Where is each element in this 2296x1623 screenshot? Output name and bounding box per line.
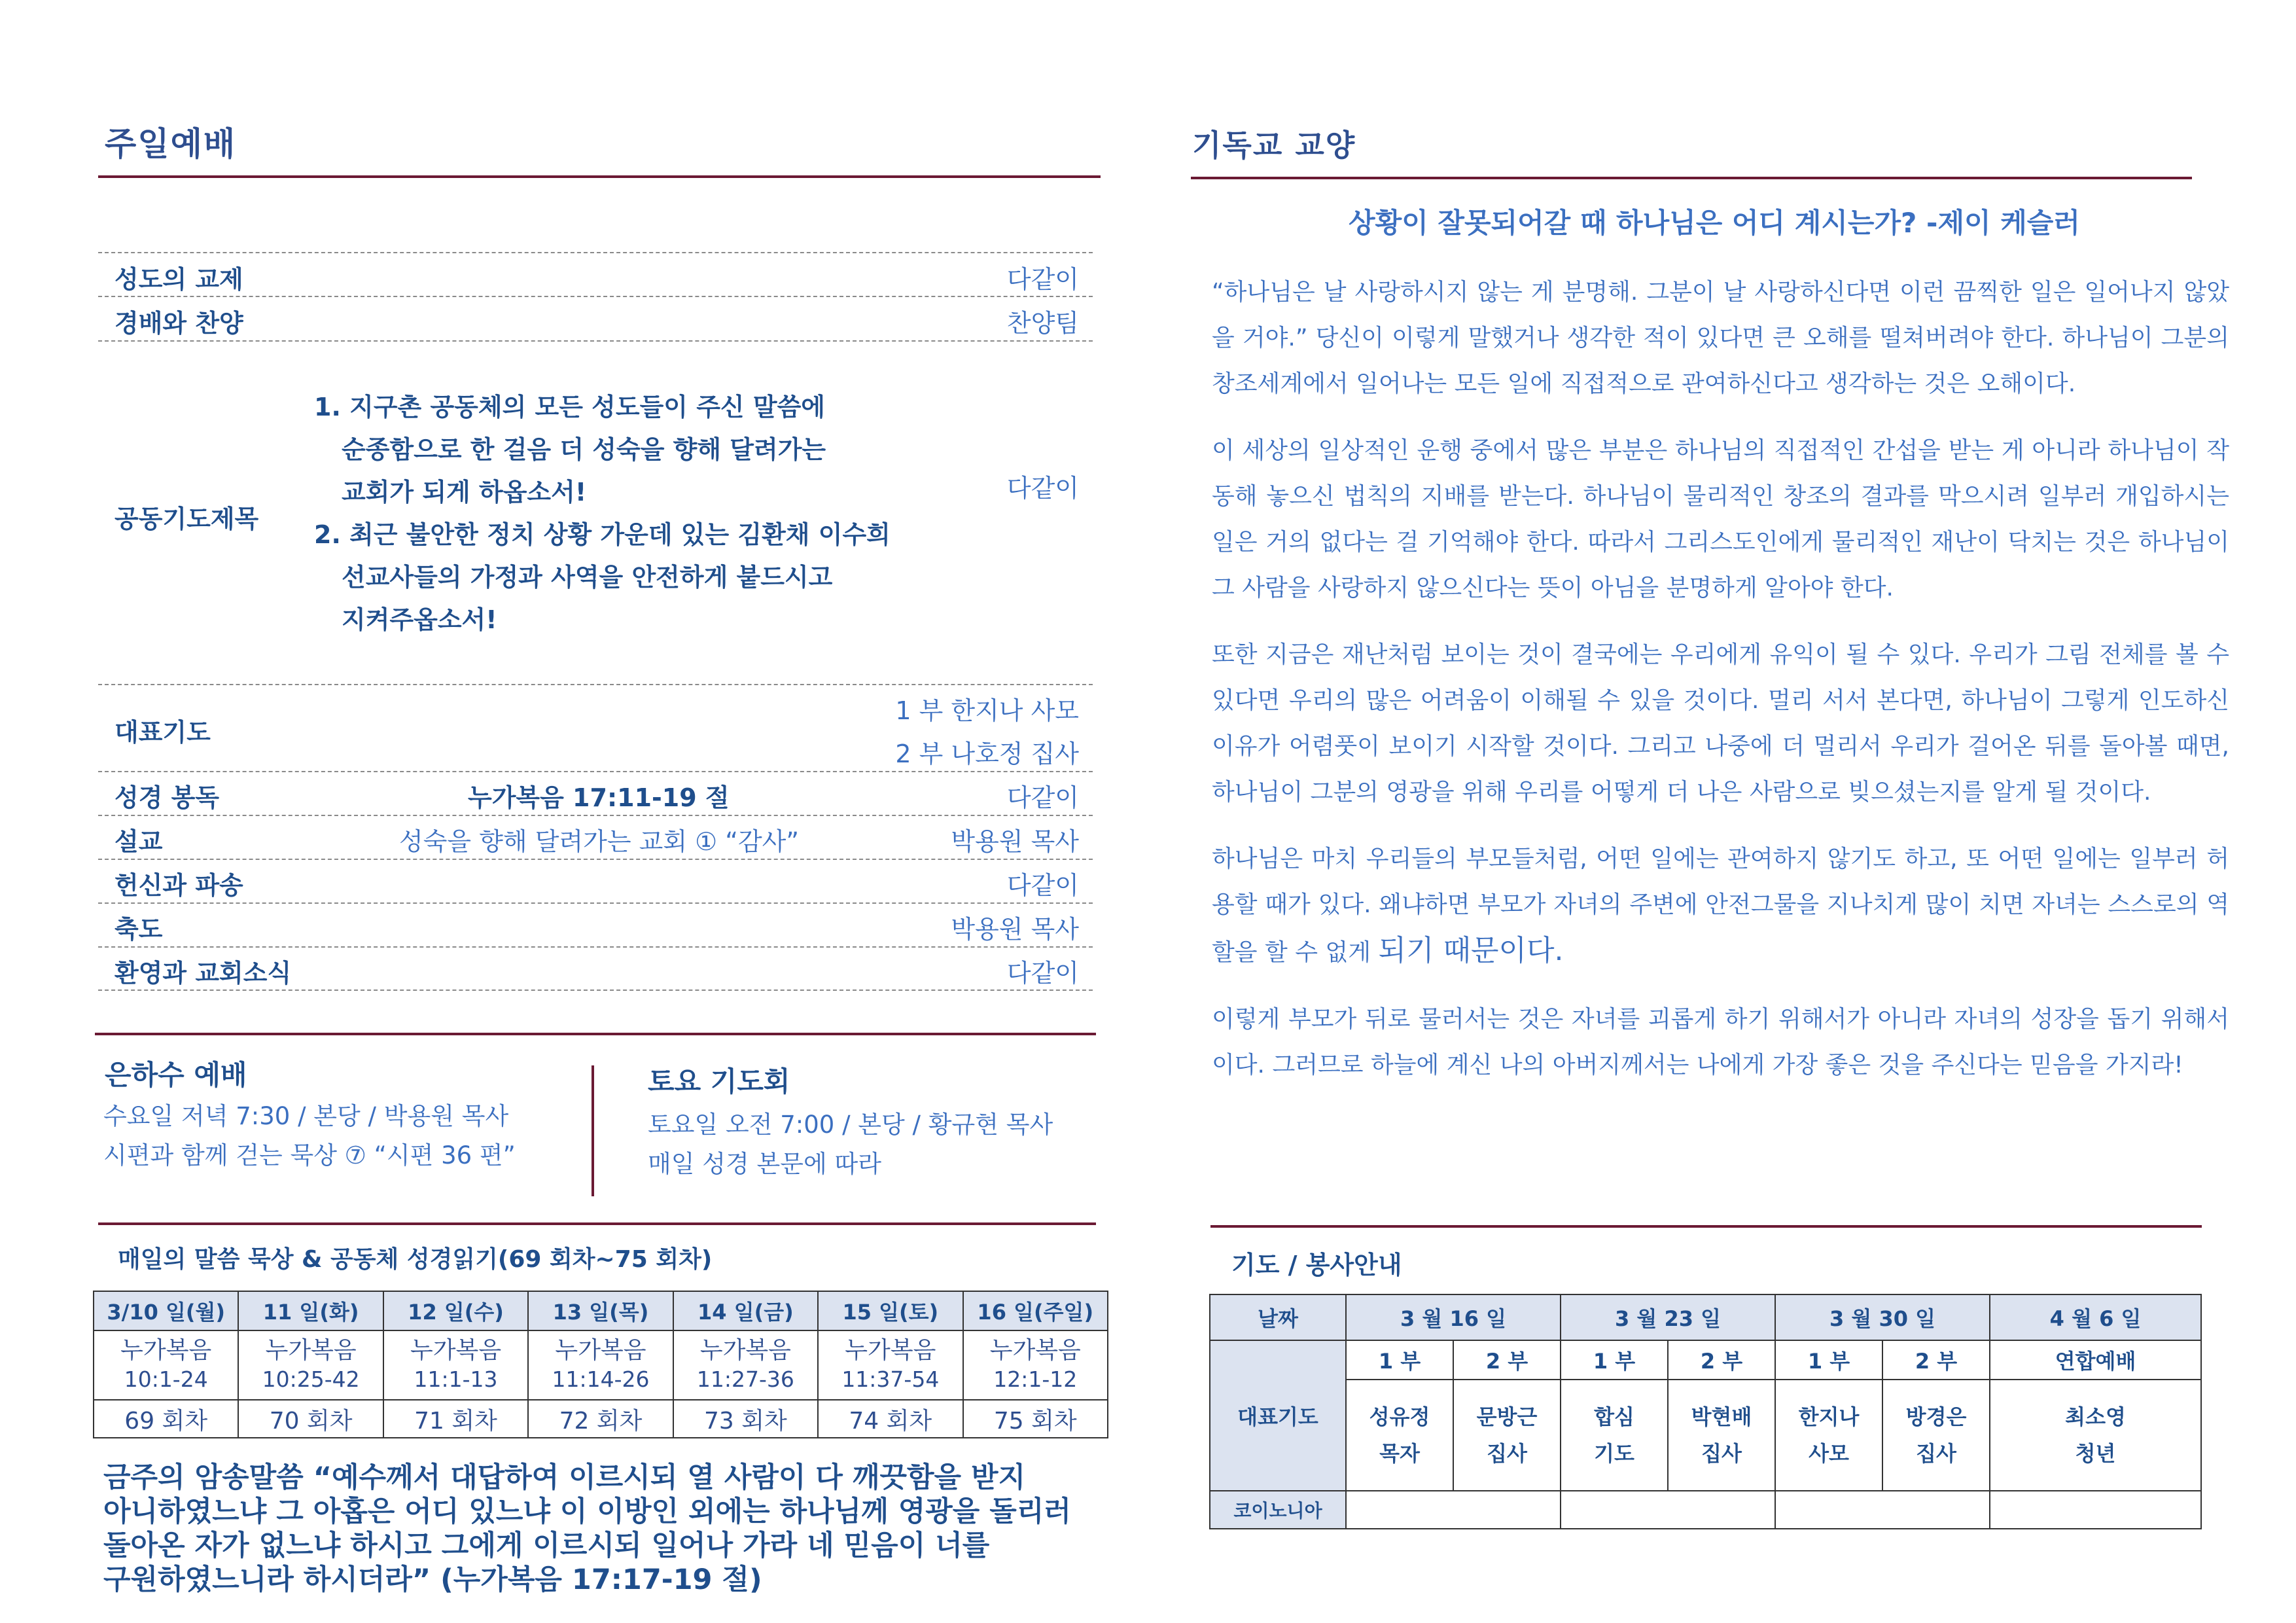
divider [98, 815, 1093, 816]
section-rule [95, 1033, 1096, 1035]
reading-book: 누가복음 [120, 1337, 212, 1364]
sat-prayer-title: 토요 기도회 [648, 1065, 790, 1097]
rep-prayer-row-label: 대표기도 [1210, 1340, 1346, 1491]
title-rule [98, 175, 1101, 178]
rep-prayer-second: 2 부 나호정 집사 [895, 740, 1079, 768]
koinonia-label: 코이노니아 [1210, 1491, 1346, 1529]
scripture-text: 누가복음 17:11-19 절 [468, 783, 730, 812]
memory-verse [103, 1461, 1124, 1597]
essay-paragraph: 또한 지금은 재난처럼 보이는 것이 결국에는 우리에게 유익이 될 수 있다. 우리가 그림 전체를 볼 수 있다면 우리의 많은 어려움이 이해될 수 있을 것이다. 멀리 서서 본다면, 하나님이 그렇게 인도하신 이유가 어렴풋이 보이기 시작할 것이다. 그리고 나중에 더 멀리서 우리가 걸어온 뒤를 돌아볼 때면, 하나님이 그분의 영광을 위해 우리를 어떻게 더 나은 사람으로 빚으셨는지를 알게 될 것이다. [1212, 641, 2229, 806]
schedule-name-row [1210, 1380, 2201, 1491]
scripture-value: 다같이 [1006, 783, 1079, 812]
schedule-date-label: 날짜 [1210, 1294, 1346, 1340]
schedule-person [1668, 1380, 1775, 1491]
reading-passage [528, 1330, 673, 1400]
reading-ref: 11:1-13 [414, 1366, 498, 1392]
reading-day: 11 일(화) [238, 1291, 383, 1330]
person-role: 집사 [1701, 1441, 1742, 1466]
prayer-value: 다같이 [1006, 474, 1079, 503]
sat-prayer-time: 토요일 오전 7:00 / 본당 / 황규현 목사 [648, 1111, 1053, 1139]
order-label: 경배와 찬양 [115, 309, 243, 338]
schedule-person [1990, 1380, 2201, 1491]
reading-passage [238, 1330, 383, 1400]
reading-book: 누가복음 [845, 1337, 936, 1364]
person-name: 문방근 [1476, 1404, 1538, 1429]
prayer-list [314, 386, 891, 641]
person-name: 방경은 [1905, 1404, 1967, 1429]
reading-ref: 11:37-54 [841, 1366, 940, 1392]
schedule-person [1882, 1380, 1990, 1491]
divider [98, 684, 1093, 685]
schedule-person [1775, 1380, 1882, 1491]
reading-book: 누가복음 [989, 1337, 1081, 1364]
schedule-date: 3 월 30 일 [1775, 1294, 1990, 1340]
reading-day: 15 일(토) [818, 1291, 963, 1330]
koinonia-cell [1561, 1491, 1775, 1529]
memory-line: 아니하였느냐 그 아홉은 어디 있느냐 이 이방인 외에는 하나님께 영광을 돌리러 [103, 1495, 1071, 1528]
order-value: 다같이 [1006, 265, 1079, 294]
reading-header-row [94, 1291, 1108, 1330]
reading-ref: 11:14-26 [552, 1366, 650, 1392]
scripture-label: 성경 봉독 [115, 783, 220, 812]
reading-count: 75 회차 [963, 1400, 1108, 1438]
memory-line: 금주의 암송말씀 “예수께서 대답하여 이르시되 열 사람이 다 깨끗함을 받지 [103, 1461, 1026, 1494]
order-label: 환영과 교회소식 [115, 959, 292, 988]
divider [98, 902, 1093, 904]
wed-service-title: 은하수 예배 [105, 1059, 247, 1091]
reading-count: 70 회차 [238, 1400, 383, 1438]
order-label: 성도의 교제 [115, 265, 243, 294]
schedule-service: 2 부 [1453, 1340, 1561, 1380]
schedule-person [1453, 1380, 1561, 1491]
person-role: 집사 [1916, 1441, 1956, 1466]
person-role: 집사 [1487, 1441, 1527, 1466]
order-value: 찬양팀 [1006, 309, 1079, 338]
reading-book: 누가복음 [410, 1337, 502, 1364]
order-value: 다같이 [1006, 959, 1079, 988]
divider [98, 340, 1093, 342]
reading-count-row [94, 1400, 1108, 1438]
essay-paragraph [1212, 836, 2229, 976]
reading-day: 16 일(주일) [963, 1291, 1108, 1330]
order-value: 다같이 [1006, 871, 1079, 900]
reading-passage [963, 1330, 1108, 1400]
divider [98, 252, 1093, 253]
sermon-value: 박용원 목사 [951, 827, 1079, 856]
essay-title: 상황이 잘못되어갈 때 하나님은 어디 계시는가? -제이 케슬러 [1349, 207, 2080, 239]
schedule-service: 1 부 [1346, 1340, 1453, 1380]
reading-ref: 11:27-36 [696, 1366, 794, 1392]
prayer-line: 지켜주옵소서! [342, 605, 497, 634]
essay-text-emphasis: 되기 때문이다. [1378, 934, 1564, 967]
prayer-line: 1. 지구촌 공동체의 모든 성도들이 주신 말씀에 [314, 393, 825, 421]
reading-ref: 10:25-42 [262, 1366, 360, 1392]
schedule-service: 1 부 [1775, 1340, 1882, 1380]
reading-count: 74 회차 [818, 1400, 963, 1438]
prayer-label: 공동기도제목 [115, 505, 259, 533]
schedule-service: 연합예배 [1990, 1340, 2201, 1380]
essay-paragraph: 이렇게 부모가 뒤로 물러서는 것은 자녀를 괴롭게 하기 위해서가 아니라 자녀의 성장을 돕기 위해서이다. 그러므로 하늘에 계신 나의 아버지께서는 나에게 가장 좋은 것을 주신다는 믿음을 가지라! [1212, 1006, 2229, 1079]
reading-count: 71 회차 [383, 1400, 528, 1438]
order-label: 축도 [115, 915, 163, 944]
schedule-service: 2 부 [1882, 1340, 1990, 1380]
title-rule [1191, 177, 2192, 179]
reading-book: 누가복음 [699, 1337, 791, 1364]
person-name: 합심 [1594, 1404, 1634, 1429]
order-value: 박용원 목사 [951, 915, 1079, 944]
reading-day: 14 일(금) [673, 1291, 818, 1330]
prayer-line: 2. 최근 불안한 정치 상황 가운데 있는 김환채 이수희 [314, 520, 891, 549]
vertical-divider [592, 1065, 594, 1196]
wed-service-topic: 시편과 함께 걷는 묵상 ⑦ “시편 36 편” [103, 1141, 516, 1169]
schedule-person [1346, 1380, 1453, 1491]
reading-count: 73 회차 [673, 1400, 818, 1438]
schedule-service-row [1210, 1340, 2201, 1380]
person-name: 한지나 [1798, 1404, 1860, 1429]
sat-prayer-note: 매일 성경 본문에 따라 [648, 1150, 881, 1178]
schedule-table [1209, 1294, 2202, 1529]
reading-day: 12 일(수) [383, 1291, 528, 1330]
person-role: 사모 [1809, 1441, 1849, 1466]
reading-day: 13 일(목) [528, 1291, 673, 1330]
reading-passage [673, 1330, 818, 1400]
person-name: 박현배 [1691, 1404, 1752, 1429]
reading-ref: 12:1-12 [993, 1366, 1078, 1392]
rep-prayer-first: 1 부 한지나 사모 [895, 696, 1079, 725]
reading-table [93, 1291, 1108, 1438]
koinonia-cell [1990, 1491, 2201, 1529]
rep-prayer-label: 대표기도 [115, 718, 211, 747]
reading-passage [818, 1330, 963, 1400]
wed-service-time: 수요일 저녁 7:30 / 본당 / 박용원 목사 [103, 1102, 509, 1130]
page-title-culture: 기독교 교양 [1192, 128, 1356, 163]
person-role: 기도 [1594, 1441, 1634, 1466]
prayer-line: 순종함으로 한 걸음 더 성숙을 향해 달려가는 [342, 435, 826, 464]
reading-passage-row [94, 1330, 1108, 1400]
divider [98, 771, 1093, 772]
schedule-date: 4 월 6 일 [1990, 1294, 2201, 1340]
schedule-service: 1 부 [1561, 1340, 1668, 1380]
essay-paragraph: 이 세상의 일상적인 운행 중에서 많은 부분은 하나님의 직접적인 간섭을 받는 게 아니라 하나님이 작동해 놓으신 법칙의 지배를 받는다. 하나님이 물리적인 창조의 결과를 막으시려 일부러 개입하시는 일은 거의 없다는 걸 기억해야 한다. 따라서 그리스도인에게 물리적인 재난이 닥치는 것은 하나님이 그 사람을 사랑하지 않으신다는 뜻이 아님을 분명하게 알아야 한다. [1212, 437, 2229, 601]
divider [98, 946, 1093, 948]
schedule-service: 2 부 [1668, 1340, 1775, 1380]
page-title-sunday: 주일예배 [105, 125, 237, 163]
prayer-line: 교회가 되게 하옵소서! [342, 478, 587, 507]
divider [98, 296, 1093, 297]
reading-ref: 10:1-24 [124, 1366, 208, 1392]
essay-text: 하나님은 마치 우리들의 부모들처럼, 어떤 일에는 관여하지 않기도 하고, 또 어떤 일에는 일부러 허용할 때가 있다. 왜냐하면 부모가 자녀의 주변에 안전그물을 지나치게 많이 치면 자녀는 스스로의 역할을 할 수 없게 [1212, 846, 2229, 966]
schedule-person [1561, 1380, 1668, 1491]
order-label: 헌신과 파송 [115, 871, 243, 900]
reading-book: 누가복음 [265, 1337, 357, 1364]
reading-day: 3/10 일(월) [94, 1291, 238, 1330]
reading-title: 매일의 말씀 묵상 & 공동체 성경읽기(69 회차~75 회차) [118, 1246, 713, 1273]
reading-count: 69 회차 [94, 1400, 238, 1438]
schedule-date-row [1210, 1294, 2201, 1340]
reading-count: 72 회차 [528, 1400, 673, 1438]
sermon-text: 성숙을 향해 달려가는 교회 ① “감사” [399, 827, 800, 856]
person-role: 청년 [2075, 1441, 2116, 1466]
section-rule [1210, 1225, 2202, 1228]
memory-line: 구원하였느니라 하시더라” (누가복음 17:17-19 절) [103, 1563, 762, 1596]
sermon-label: 설교 [115, 827, 163, 856]
schedule-date: 3 월 23 일 [1561, 1294, 1775, 1340]
reading-book: 누가복음 [555, 1337, 646, 1364]
memory-line: 돌아온 자가 없느냐 하시고 그에게 이르시되 일어나 가라 네 믿음이 너를 [103, 1529, 990, 1562]
schedule-date: 3 월 16 일 [1346, 1294, 1561, 1340]
koinonia-cell [1346, 1491, 1561, 1529]
divider [98, 990, 1093, 991]
reading-passage [383, 1330, 528, 1400]
reading-passage [94, 1330, 238, 1400]
essay-body [1212, 270, 2229, 1088]
schedule-koinonia-row [1210, 1491, 2201, 1529]
prayer-line: 선교사들의 가정과 사역을 안전하게 붙드시고 [342, 563, 833, 592]
section-rule [98, 1222, 1096, 1225]
schedule-title: 기도 / 봉사안내 [1231, 1251, 1402, 1279]
person-name: 최소영 [2065, 1404, 2126, 1429]
essay-paragraph: “하나님은 날 사랑하시지 않는 게 분명해. 그분이 날 사랑하신다면 이런 끔찍한 일은 일어나지 않았을 거야.” 당신이 이렇게 말했거나 생각한 적이 있다면 큰 오해를 떨쳐버려야 한다. 하나님이 그분의 창조세계에서 일어나는 모든 일에 직접적으로 관여하신다고 생각하는 것은 오해이다. [1212, 279, 2229, 397]
person-name: 성유정 [1369, 1404, 1430, 1429]
divider [98, 859, 1093, 860]
person-role: 목자 [1379, 1441, 1420, 1466]
koinonia-cell [1775, 1491, 1990, 1529]
